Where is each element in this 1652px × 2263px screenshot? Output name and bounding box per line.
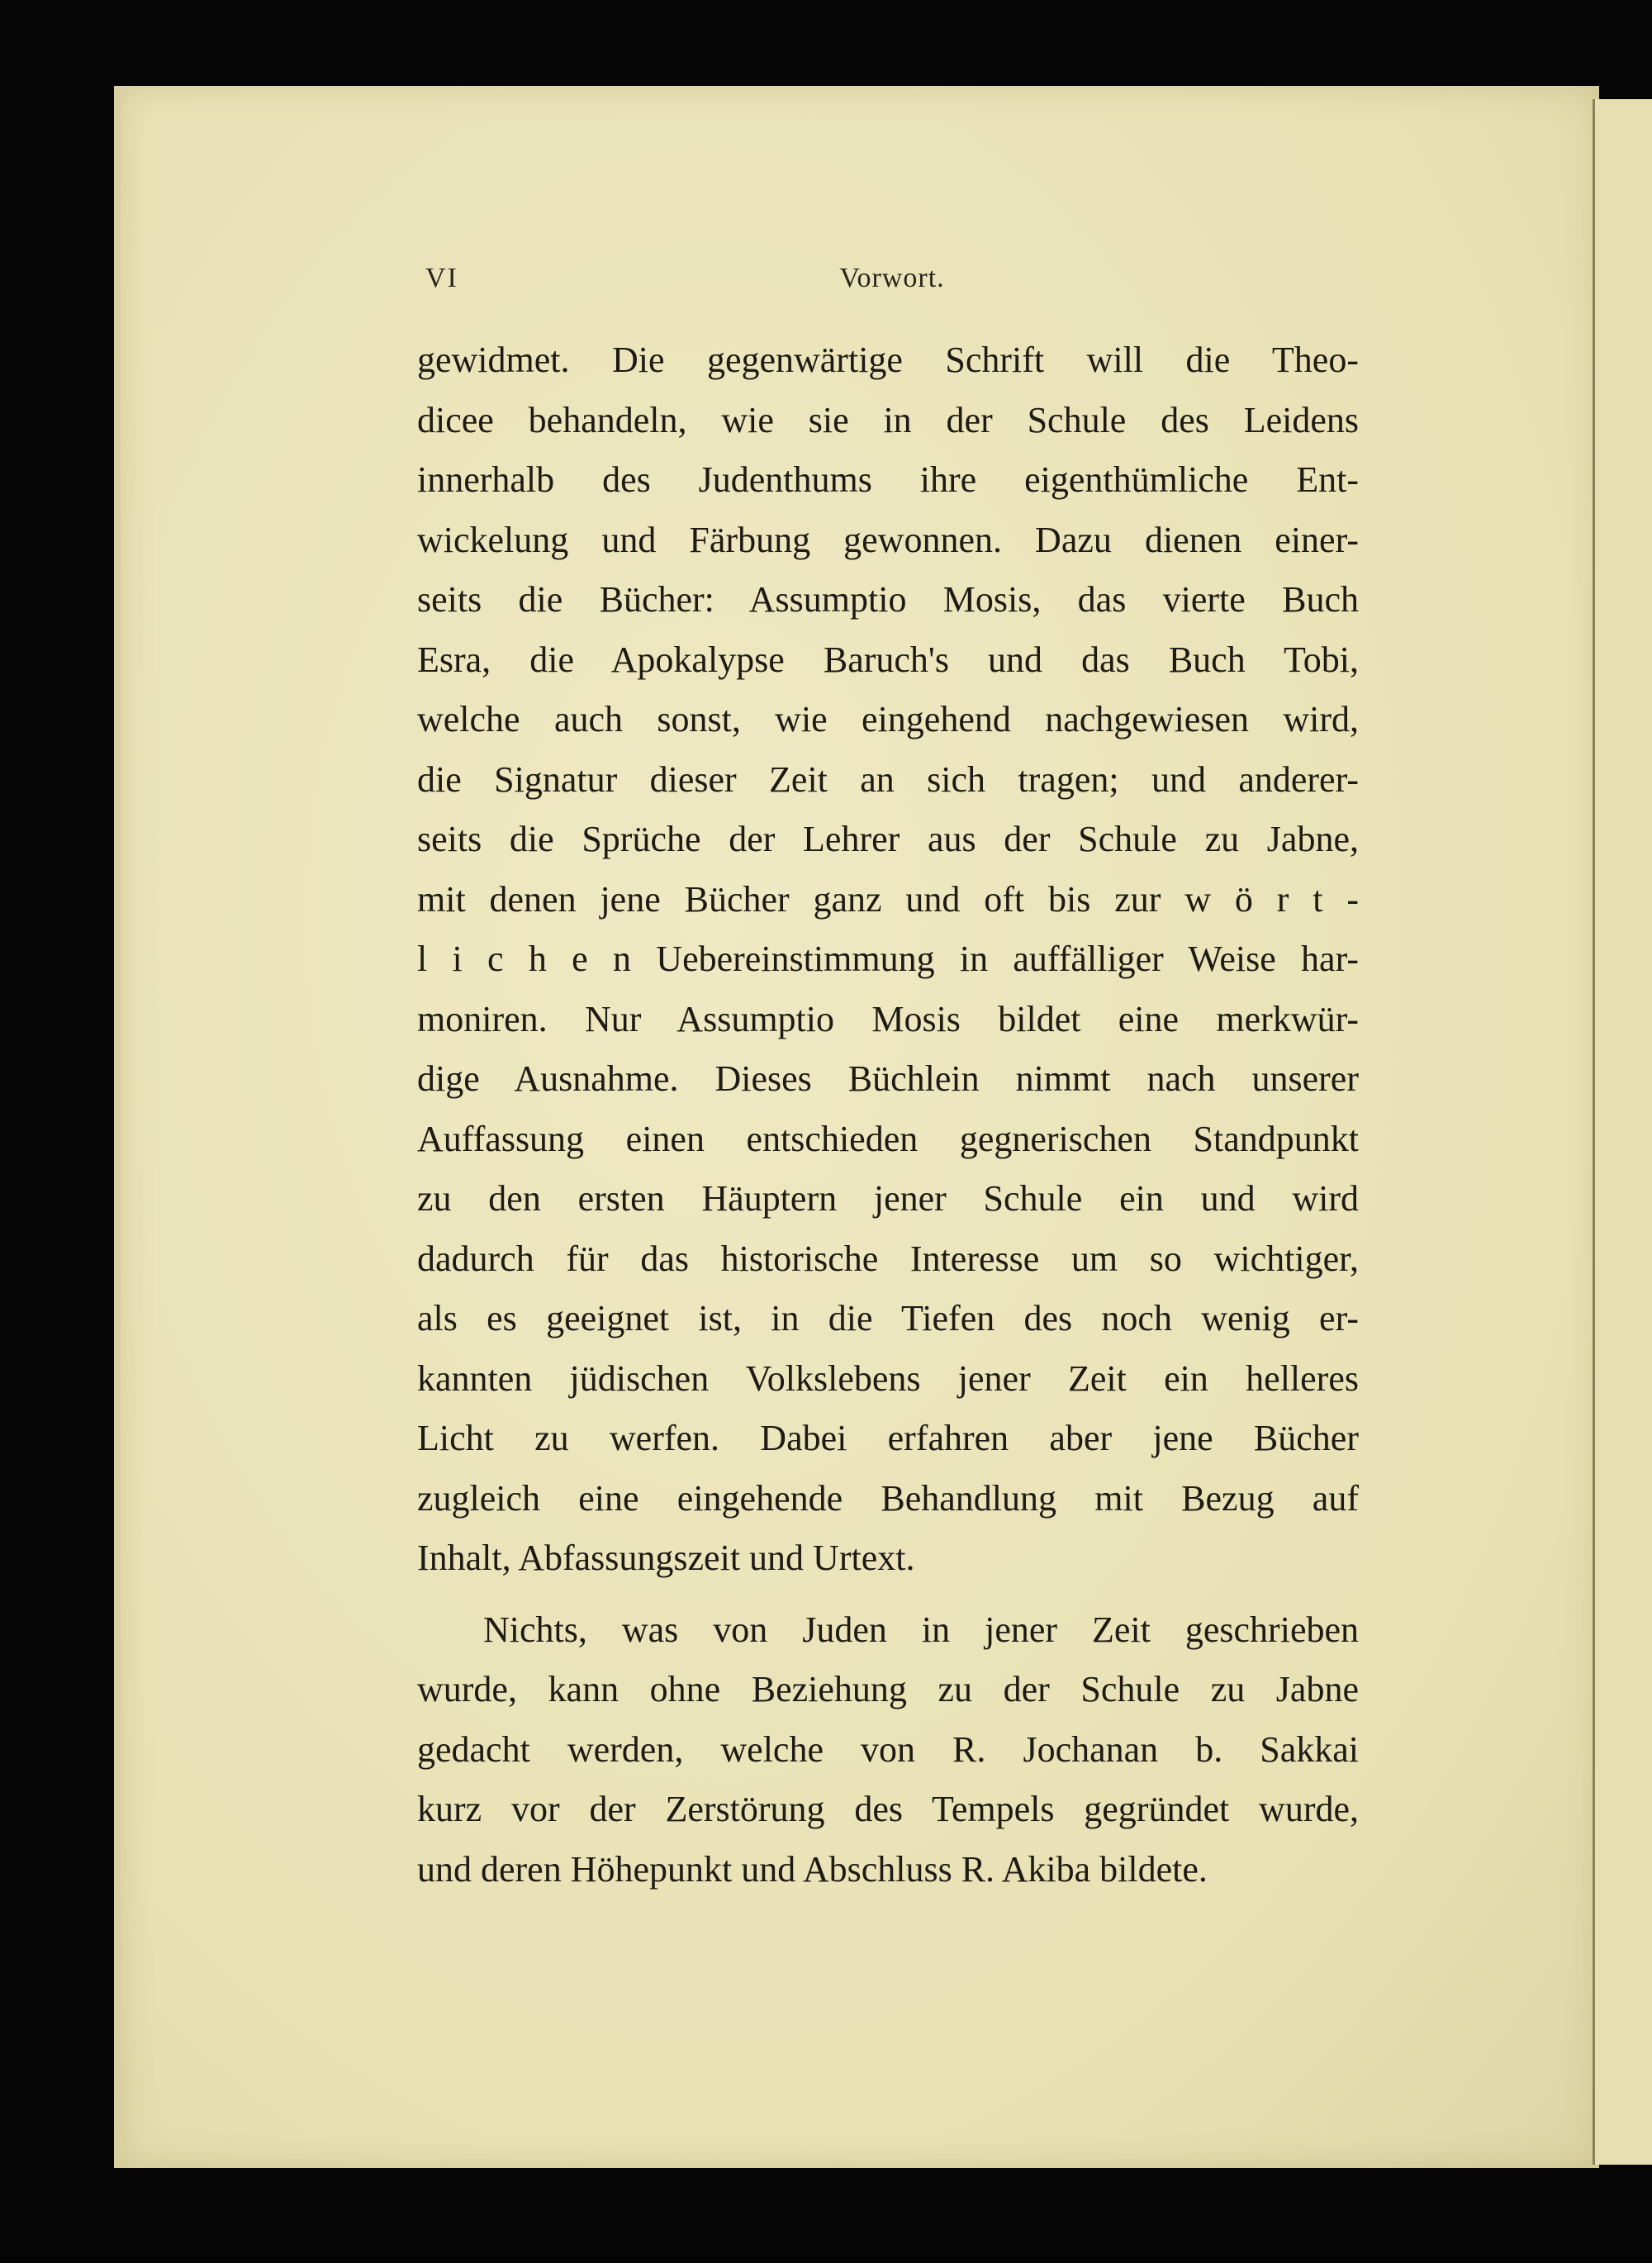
paragraph: [417, 330, 1359, 1589]
text-line: seits die Bücher: Assumptio Mosis, das vierte Buch: [417, 579, 1359, 620]
text-line: dadurch für das historische Interesse um so wichtiger,: [417, 1238, 1359, 1279]
text-line: welche auch sonst, wie eingehend nachgewiesen wird,: [417, 699, 1359, 739]
text-line: Esra, die Apokalypse Baruch's und das Buch Tobi,: [417, 639, 1359, 680]
text-line: dicee behandeln, wie sie in der Schule des Leidens: [417, 399, 1359, 440]
paragraph: [417, 1600, 1359, 1900]
text-line: kannten jüdischen Volkslebens jener Zeit ein helleres: [417, 1357, 1359, 1399]
text-line: Auffassung einen entschieden gegnerischen Standpunkt: [417, 1118, 1359, 1159]
text-line: seits die Sprüche der Lehrer aus der Schule zu Jabne,: [417, 819, 1359, 859]
text-line: zu den ersten Häuptern jener Schule ein und wird: [417, 1178, 1359, 1219]
text-line: wurde, kann ohne Beziehung zu der Schule zu Jabne: [417, 1669, 1359, 1709]
text-line: die Signatur dieser Zeit an sich tragen; und anderer-: [417, 758, 1359, 800]
text-line: mit denen jene Bücher ganz und oft bis zur w ö r t -: [417, 878, 1359, 920]
page-number: VI: [425, 263, 458, 293]
text-line: moniren. Nur Assumptio Mosis bildet eine merkwür-: [417, 998, 1359, 1039]
text-line: als es geeignet ist, in die Tiefen des noch wenig er-: [417, 1298, 1359, 1338]
text-line: Inhalt, Abfassungszeit und Urtext.: [417, 1538, 915, 1578]
body-text: [417, 330, 1359, 1899]
text-line: und deren Höhepunkt und Abschluss R. Akiba bildete.: [417, 1848, 1208, 1890]
page-header: [425, 263, 1359, 304]
text-line: Licht zu werfen. Dabei erfahren aber jene Bücher: [417, 1418, 1359, 1458]
text-line: Nichts, was von Juden in jener Zeit geschrieben: [483, 1609, 1359, 1650]
text-line: l i c h e n Uebereinstimmung in auffälliger Weise har-: [417, 939, 1359, 979]
running-title: Vorwort.: [839, 263, 945, 293]
text-line: kurz vor der Zerstörung des Tempels gegründet wurde,: [417, 1789, 1359, 1829]
text-line: innerhalb des Judenthums ihre eigenthümliche Ent-: [417, 459, 1359, 500]
text-line: wickelung und Färbung gewonnen. Dazu dienen einer-: [417, 519, 1359, 560]
text-line: gedacht werden, welche von R. Jochanan b. Sakkai: [417, 1728, 1359, 1770]
text-line: gewidmet. Die gegenwärtige Schrift will die Theo-: [417, 340, 1359, 380]
text-line: zugleich eine eingehende Behandlung mit Bezug auf: [417, 1477, 1359, 1519]
adjacent-page-edge: [1593, 99, 1652, 2165]
text-line: dige Ausnahme. Dieses Büchlein nimmt nach unserer: [417, 1058, 1359, 1099]
